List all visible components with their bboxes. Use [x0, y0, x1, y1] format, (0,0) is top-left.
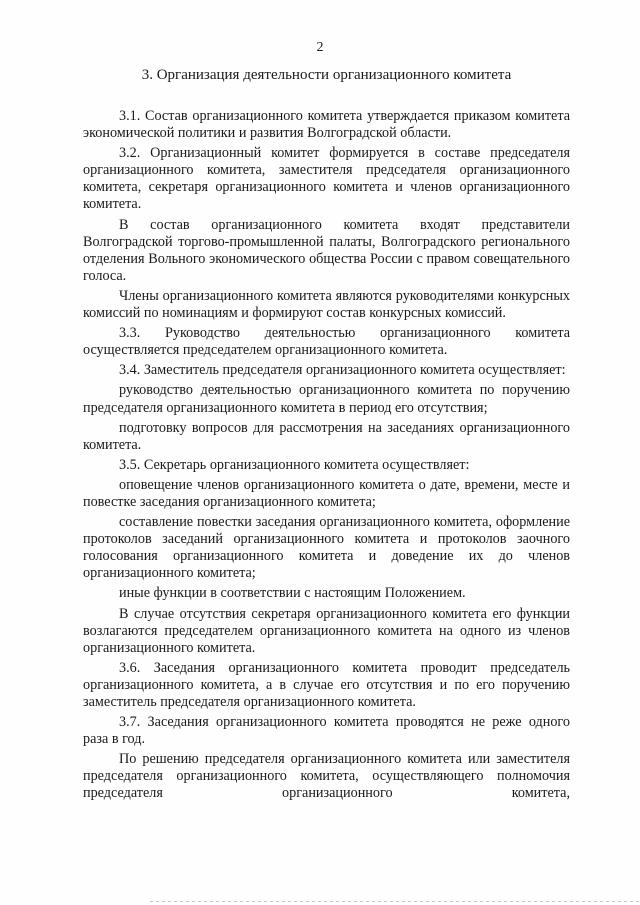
paragraph-committee-members: Члены организационного комитета являются руководителями конкурсных комиссий по номинациям и формируют состав конкурсных комиссий.	[83, 287, 570, 322]
paragraph-3-3: 3.3. Руководство деятельностью организационного комитета осуществляется председателем организационного комитета.	[83, 325, 570, 359]
paragraph-3-2: 3.2. Организационный комитет формируется в составе председателя организационного комитета, заместителя председателя организационного комитета, секретаря организационного комитета и членов организационного комитета.	[83, 145, 570, 213]
paragraph-deputy-duty-2: подготовку вопросов для рассмотрения на заседаниях организационного комитета.	[83, 419, 570, 453]
paragraph-committee-composition: В состав организационного комитета входят представители Волгоградской торгово-промышленной палаты, Волгоградского регионального отделения Вольного экономического общества России с правом совещательного голоса.	[83, 216, 570, 284]
paragraph-3-6: 3.6. Заседания организационного комитета проводит председатель организационного комитета, а в случае его отсутствия и по его поручению заместитель председателя организационного комитета.	[83, 659, 570, 710]
paragraph-3-4: 3.4. Заместитель председателя организационного комитета осуществляет:	[119, 362, 566, 379]
scan-edge-line	[150, 901, 640, 902]
section-title: 3. Организация деятельности организационного комитета	[141, 67, 512, 83]
paragraph-secretary-duty-3: иные функции в соответствии с настоящим Положением.	[119, 585, 466, 602]
paragraph-secretary-duty-2: составление повестки заседания организационного комитета, оформление протоколов заседаний организационного комитета и протоколов заочного голосования организационного комитета и доведение их до членов организационного комитета;	[83, 514, 570, 582]
page-number: 2	[316, 40, 324, 55]
document-body	[83, 105, 570, 803]
paragraph-decision: По решению председателя организационного комитета или заместителя председателя организационного комитета, осуществляющего полномочия председателя организационного комитета,	[83, 751, 570, 802]
paragraph-deputy-duty-1: руководство деятельностью организационного комитета по поручению председателя организационного комитета в период его отсутствия;	[83, 382, 570, 416]
paragraph-3-5: 3.5. Секретарь организационного комитета осуществляет:	[119, 456, 470, 473]
paragraph-secretary-absence: В случае отсутствия секретаря организационного комитета его функции возлагаются председателем организационного комитета на одного из членов организационного комитета.	[83, 605, 570, 656]
paragraph-3-1: 3.1. Состав организационного комитета утверждается приказом комитета экономической политики и развития Волгоградской области.	[83, 108, 570, 142]
paragraph-secretary-duty-1: оповещение членов организационного комитета о дате, времени, месте и повестке заседания организационного комитета;	[83, 476, 570, 510]
paragraph-3-7: 3.7. Заседания организационного комитета проводятся не реже одного раза в год.	[83, 714, 570, 748]
